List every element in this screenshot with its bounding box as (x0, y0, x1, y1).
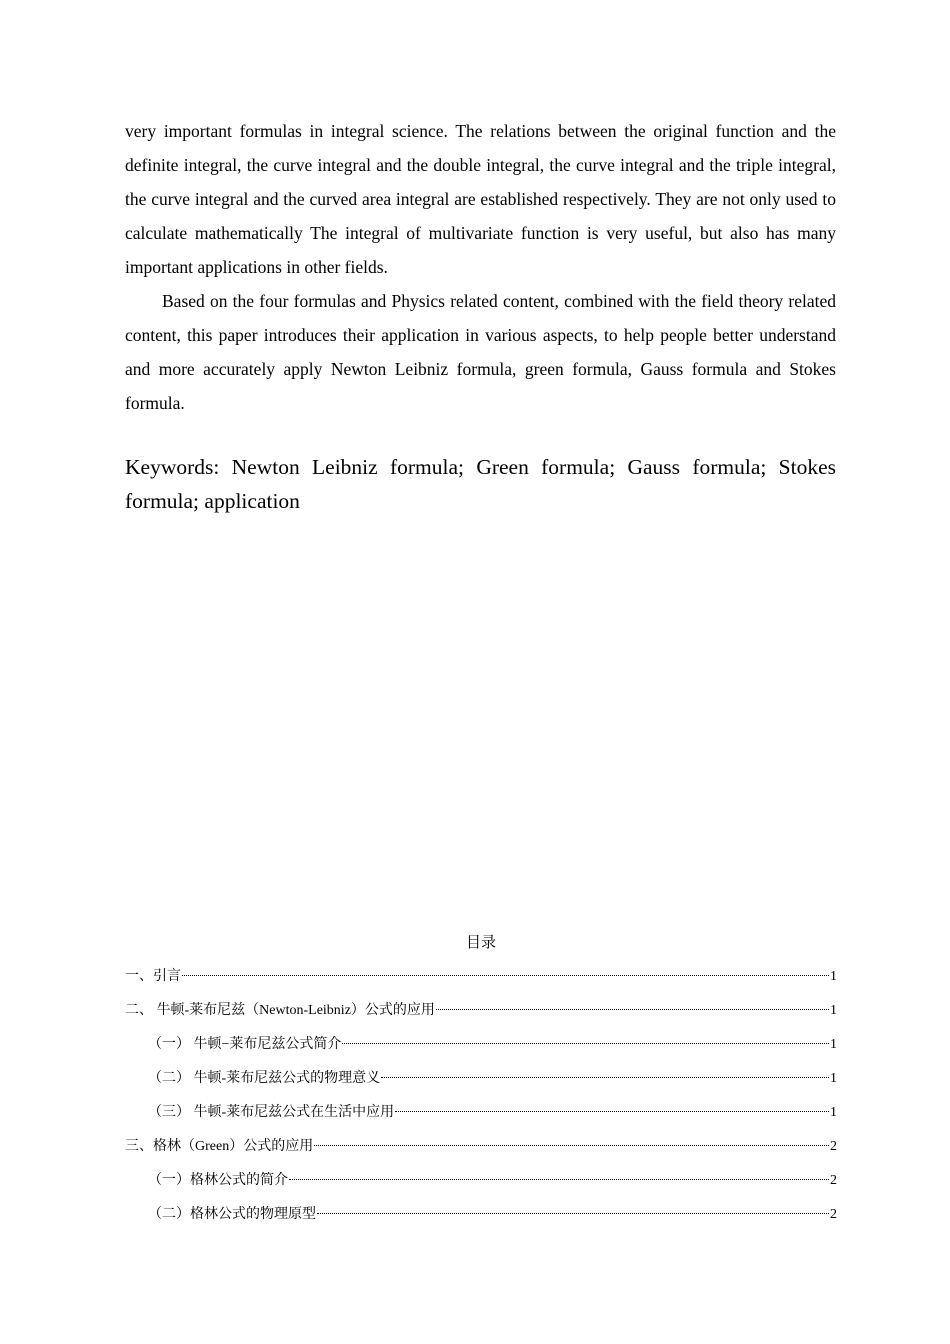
toc-entry-label: （一）格林公式的简介 (148, 1173, 288, 1188)
toc-entry-newton-leibniz-physics[interactable] (125, 1066, 837, 1100)
toc-entry-page: 2 (830, 1173, 837, 1188)
toc-entry-page: 1 (830, 1003, 837, 1018)
toc-entry-introduction[interactable] (125, 964, 837, 998)
abstract-paragraph-2: Based on the four formulas and Physics related content, combined with the field theory related content, this paper introduces their application in various aspects, to help people better understand and more accurately apply Newton Leibniz formula, green formula, Gauss formula and Stokes formula. (125, 291, 836, 413)
toc-entry-label: （二） 牛顿-莱布尼兹公式的物理意义 (148, 1071, 381, 1086)
toc-entry-green-physics[interactable] (125, 1202, 837, 1236)
toc-entry-green[interactable] (125, 1134, 837, 1168)
toc-entry-label: （一） 牛顿−莱布尼兹公式简介 (148, 1037, 342, 1052)
toc-entry-page: 1 (830, 1071, 837, 1086)
toc-entry-page: 1 (830, 1037, 837, 1052)
keywords: Keywords: Newton Leibniz formula; Green formula; Gauss formula; Stokes formula; application (125, 455, 836, 513)
toc-entry-label: 一、引言 (125, 969, 181, 984)
toc-leader-dots (314, 1145, 829, 1146)
toc-entry-label: （二）格林公式的物理原型 (148, 1207, 316, 1222)
toc-entry-page: 1 (830, 969, 837, 984)
table-of-contents (125, 964, 837, 1236)
toc-entry-label: （三） 牛顿-莱布尼兹公式在生活中应用 (148, 1105, 395, 1120)
toc-entry-green-intro[interactable] (125, 1168, 837, 1202)
toc-leader-dots (381, 1077, 829, 1078)
toc-entry-newton-leibniz-intro[interactable] (125, 1032, 837, 1066)
toc-entry-newton-leibniz-life[interactable] (125, 1100, 837, 1134)
toc-leader-dots (317, 1213, 829, 1214)
abstract-section (125, 114, 836, 420)
toc-entry-page: 1 (830, 1105, 837, 1120)
toc-entry-newton-leibniz[interactable] (125, 998, 837, 1032)
toc-leader-dots (395, 1111, 829, 1112)
toc-leader-dots (182, 975, 829, 976)
toc-entry-page: 2 (830, 1207, 837, 1222)
toc-leader-dots (436, 1009, 829, 1010)
toc-entry-page: 2 (830, 1139, 837, 1154)
toc-leader-dots (289, 1179, 829, 1180)
abstract-paragraph-1: very important formulas in integral science. The relations between the original function and the definite integral, the curve integral and the double integral, the curve integral and the triple integral, the curve integral and the curved area integral are established respectively. They are not only used to calculate mathematically The integral of multivariate function is very useful, but also has many important applications in other fields. (125, 121, 836, 277)
toc-title: 目录 (465, 935, 496, 951)
toc-leader-dots (342, 1043, 829, 1044)
toc-entry-label: 二、 牛顿-莱布尼兹（Newton-Leibniz）公式的应用 (125, 1003, 435, 1018)
toc-entry-label: 三、格林（Green）公式的应用 (125, 1139, 314, 1154)
